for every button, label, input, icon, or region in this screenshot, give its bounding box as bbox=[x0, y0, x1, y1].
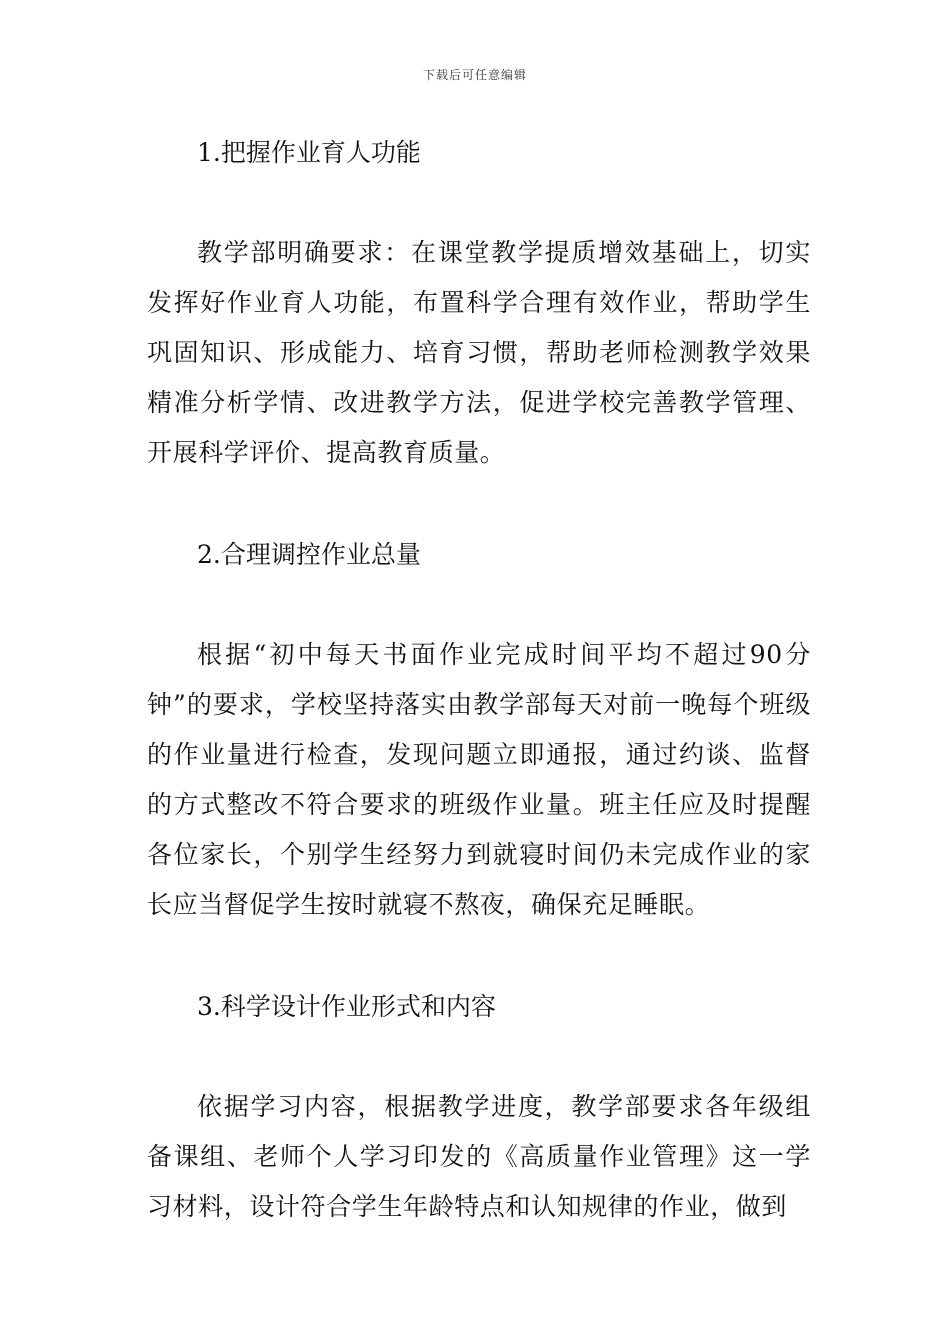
section-1-paragraph: 教学部明确要求：在课堂教学提质增效基础上，切实发挥好作业育人功能，布置科学合理有效作业，帮助学生巩固知识、形成能力、培育习惯，帮助老师检测教学效果精准分析学情、改进教学方法，促进学校完善教学管理、开展科学评价、提高教育质量。 bbox=[147, 238, 811, 467]
document-body bbox=[147, 128, 811, 1232]
section-2-paragraph: 根据“初中每天书面作业完成时间平均不超过90分钟”的要求，学校坚持落实由教学部每天对前一晚每个班级的作业量进行检查，发现问题立即通报，通过约谈、监督的方式整改不符合要求的班级作业量。班主任应及时提醒各位家长，个别学生经努力到就寝时间仍未完成作业的家长应当督促学生按时就寝不熬夜，确保充足睡眠。 bbox=[147, 640, 811, 919]
spacer bbox=[147, 178, 811, 228]
spacer bbox=[147, 1032, 811, 1082]
section-2-heading: 2.合理调控作业总量 bbox=[197, 540, 421, 569]
spacer bbox=[147, 930, 811, 982]
header-note: 下载后可任意编辑 bbox=[422, 68, 527, 82]
spacer bbox=[147, 478, 811, 530]
section-3-paragraph: 依据学习内容，根据教学进度，教学部要求各年级组备课组、老师个人学习印发的《高质量作业管理》这一学习材料，设计符合学生年龄特点和认知规律的作业，做到 bbox=[147, 1092, 811, 1221]
spacer bbox=[147, 580, 811, 630]
section-1-heading: 1.把握作业育人功能 bbox=[197, 138, 421, 167]
section-3-heading: 3.科学设计作业形式和内容 bbox=[197, 992, 496, 1021]
